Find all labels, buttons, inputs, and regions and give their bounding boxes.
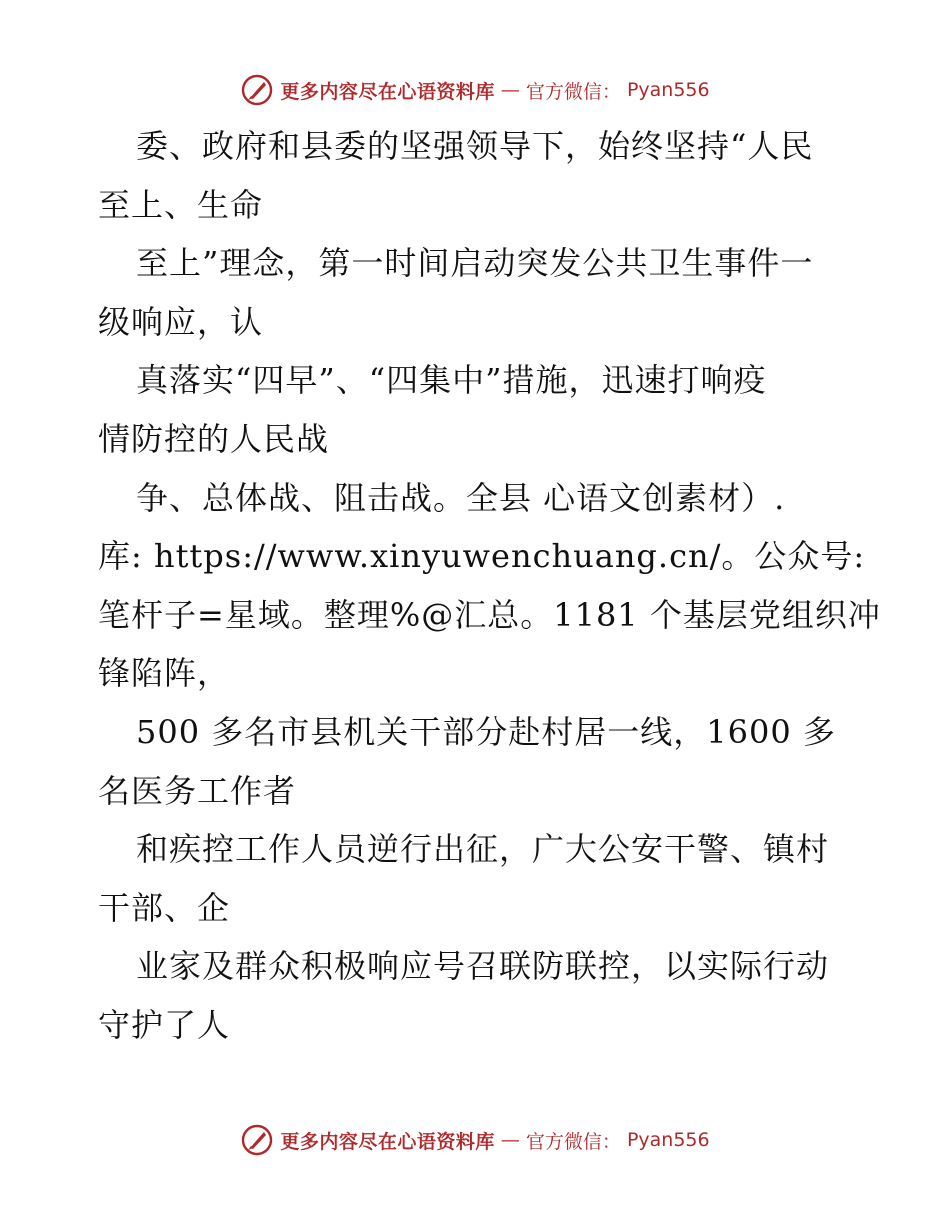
footer-banner [0, 1120, 950, 1160]
footer-wechat-id: Pyan556 [626, 1129, 710, 1151]
body-line: 级响应，认 [98, 302, 264, 341]
body-line: 情防控的人民战 [98, 419, 330, 458]
quill-logo-icon [240, 1123, 274, 1157]
body-line: 500 多名市县机关干部分赴村居一线，1600 多 [136, 712, 836, 751]
body-line: 业家及群众积极响应号召联防联控，以实际行动 [136, 947, 830, 986]
footer-dash: — [500, 1129, 520, 1151]
quill-logo-icon [240, 73, 274, 107]
document-body [98, 117, 881, 1055]
body-line: 和疾控工作人员逆行出征，广大公安干警、镇村 [136, 830, 830, 869]
body-line: 至上、生命 [98, 185, 264, 224]
body-line: 真落实“四早”、“四集中”措施，迅速打响疫 [136, 361, 767, 400]
header-banner [0, 70, 950, 110]
header-wechat-id: Pyan556 [626, 79, 710, 101]
body-line: 干部、企 [98, 888, 231, 927]
footer-site-slogan: 更多内容尽在心语资料库 [280, 1130, 495, 1153]
body-line: 库: https://www.xinyuwenchuang.cn/。公众号: [98, 537, 866, 576]
header-wechat-label: 官方微信： [525, 80, 621, 103]
body-line: 名医务工作者 [98, 771, 297, 810]
body-line: 笔杆子=星域。整理%@汇总。1181 个基层党组织冲 [98, 595, 881, 634]
body-line: 锋陷阵， [98, 654, 231, 693]
header-site-slogan: 更多内容尽在心语资料库 [280, 80, 495, 103]
body-line: 委、政府和县委的坚强领导下，始终坚持“人民 [136, 127, 814, 165]
footer-wechat-label: 官方微信： [525, 1130, 621, 1153]
body-line: 至上”理念，第一时间启动突发公共卫生事件一 [136, 244, 814, 283]
body-line: 争、总体战、阻击战。全县 心语文创素材）. [136, 478, 786, 517]
body-line: 守护了人 [98, 1005, 231, 1044]
header-dash: — [500, 79, 520, 101]
